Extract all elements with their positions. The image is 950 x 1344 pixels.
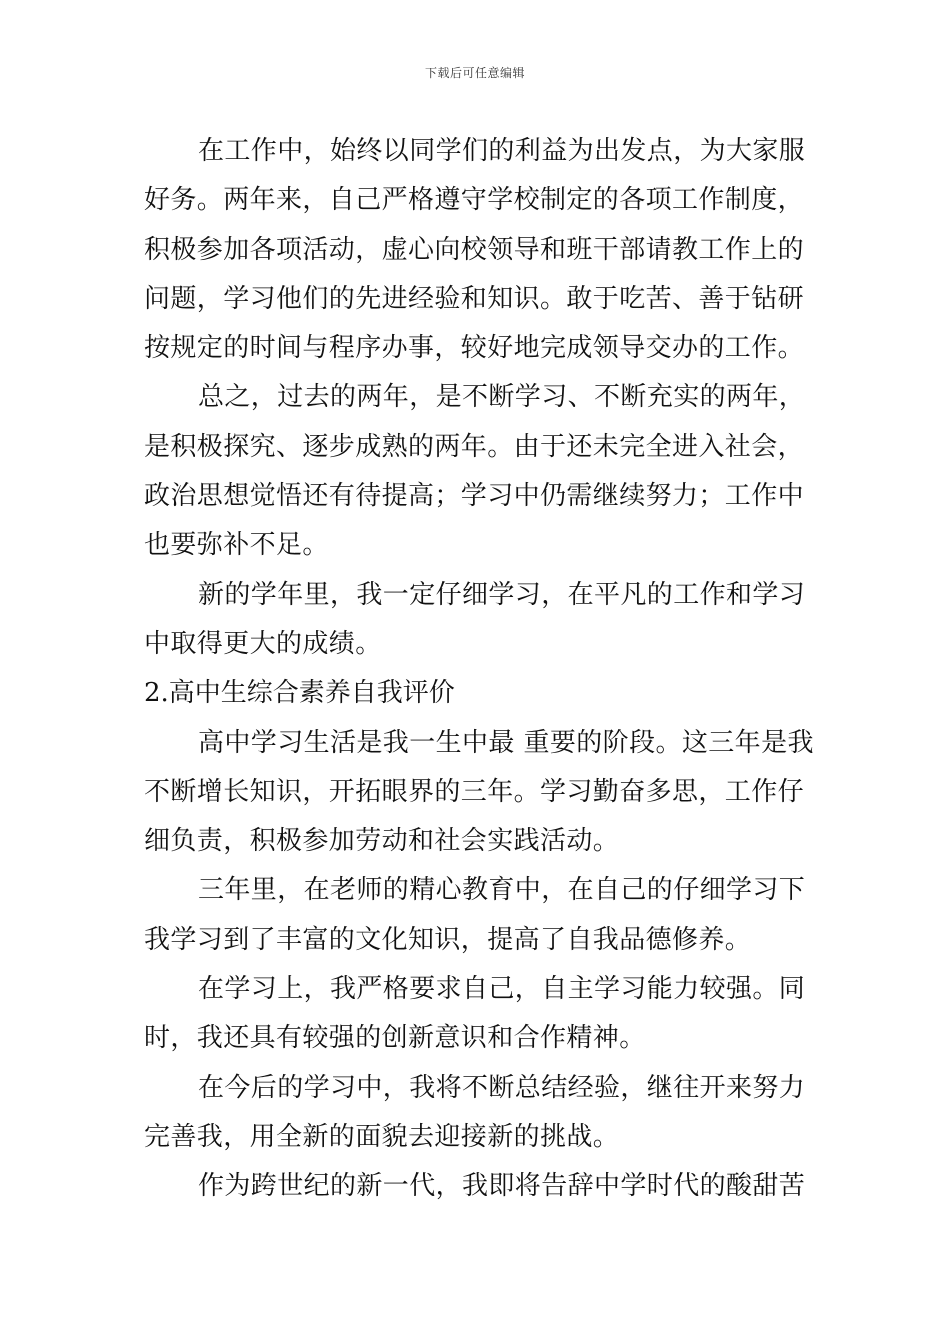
text-line: 三年里，在老师的精心教育中，在自己的仔细学习下 [198,875,806,906]
text-line: 按规定的时间与程序办事，较好地完成领导交办的工作。 [144,333,805,364]
text-line: 在学习上，我严格要求自己，自主学习能力较强。同 [198,974,806,1005]
text-line: 不断增长知识，开拓眼界的三年。学习勤奋多思，工作仔 [144,776,805,807]
text-line: 是积极探究、逐步成熟的两年。由于还未完全进入社会， [144,431,805,462]
document-body [144,127,814,1212]
page-header: 下载后可任意编辑 [424,66,525,80]
text-line: 高中学习生活是我一生中最 重要的阶段。这三年是我 [198,727,814,758]
text-line: 作为跨世纪的新一代，我即将告辞中学时代的酸甜苦 [198,1171,806,1202]
text-line: 在工作中，始终以同学们的利益为出发点，为大家服 [198,136,806,166]
section-heading: 2.高中生综合素养自我评价 [144,678,455,709]
text-line: 我学习到了丰富的文化知识，提高了自我品德修养。 [144,924,752,955]
text-line: 中取得更大的成绩。 [144,628,382,659]
text-line: 积极参加各项活动，虚心向校领导和班干部请教工作上的 [144,234,805,265]
text-line: 政治思想觉悟还有待提高；学习中仍需继续努力；工作中 [144,481,805,512]
text-line: 细负责，积极参加劳动和社会实践活动。 [144,826,620,857]
text-line: 好务。两年来，自己严格遵守学校制定的各项工作制度， [144,185,805,216]
text-line: 也要弥补不足。 [144,530,329,561]
text-line: 完善我，用全新的面貌去迎接新的挑战。 [144,1121,620,1152]
text-line: 在今后的学习中，我将不断总结经验，继往开来努力 [198,1072,806,1103]
text-line: 总之，过去的两年，是不断学习、不断充实的两年， [198,382,806,413]
text-line: 新的学年里，我一定仔细学习，在平凡的工作和学习 [198,579,806,610]
text-line: 时，我还具有较强的创新意识和合作精神。 [144,1023,646,1054]
text-line: 问题，学习他们的先进经验和知识。敢于吃苦、善于钻研 [144,283,805,314]
